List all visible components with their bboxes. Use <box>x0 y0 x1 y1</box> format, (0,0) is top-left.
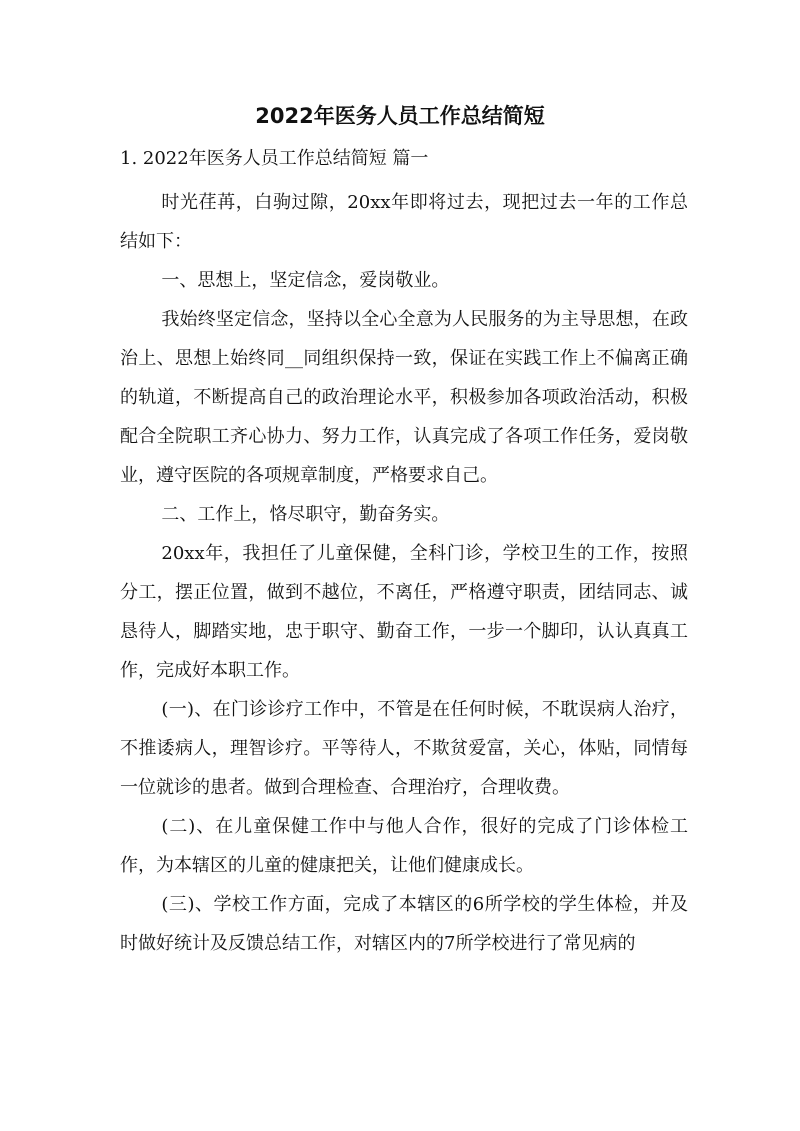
paragraph-school-work: (三)、学校工作方面，完成了本辖区的6所学校的学生体检，并及时做好统计及反馈总结工作，对辖区内的7所学校进行了常见病的 <box>120 894 688 954</box>
document-body <box>120 183 688 963</box>
paragraph-child-health: (二)、在儿童保健工作中与他人合作，很好的完成了门诊体检工作，为本辖区的儿童的健康把关，让他们健康成长。 <box>120 816 688 876</box>
section-heading: 1. 2022年医务人员工作总结简短 篇一 <box>120 148 429 169</box>
paragraph-intro: 时光荏苒，白驹过隙，20xx年即将过去，现把过去一年的工作总结如下： <box>120 192 688 252</box>
paragraph-outpatient: (一)、在门诊诊疗工作中，不管是在任何时候，不耽误病人治疗，不推诿病人，理智诊疗。平等待人，不欺贫爱富，关心，体贴，同情每一位就诊的患者。做到合理检查、合理治疗，合理收费。 <box>120 699 688 798</box>
paragraph-section-two-heading: 二、工作上，恪尽职守，勤奋务实。 <box>161 504 450 525</box>
paragraph-section-one-heading: 一、思想上，坚定信念，爱岗敬业。 <box>161 270 450 291</box>
document-title: 2022年医务人员工作总结简短 <box>255 104 545 128</box>
paragraph-work-duties: 20xx年，我担任了儿童保健，全科门诊，学校卫生的工作，按照分工，摆正位置，做到不越位，不离任，严格遵守职责，团结同志、诚恳待人，脚踏实地，忠于职守、勤奋工作，一步一个脚印，认认真真工作，完成好本职工作。 <box>120 543 688 681</box>
paragraph-ideology: 我始终坚定信念，坚持以全心全意为人民服务的为主导思想，在政治上、思想上始终同__同组织保持一致，保证在实践工作上不偏离正确的轨道，不断提高自己的政治理论水平，积极参加各项政治活动，积极配合全院职工齐心协力、努力工作，认真完成了各项工作任务，爱岗敬业，遵守医院的各项规章制度，严格要求自己。 <box>120 309 688 486</box>
